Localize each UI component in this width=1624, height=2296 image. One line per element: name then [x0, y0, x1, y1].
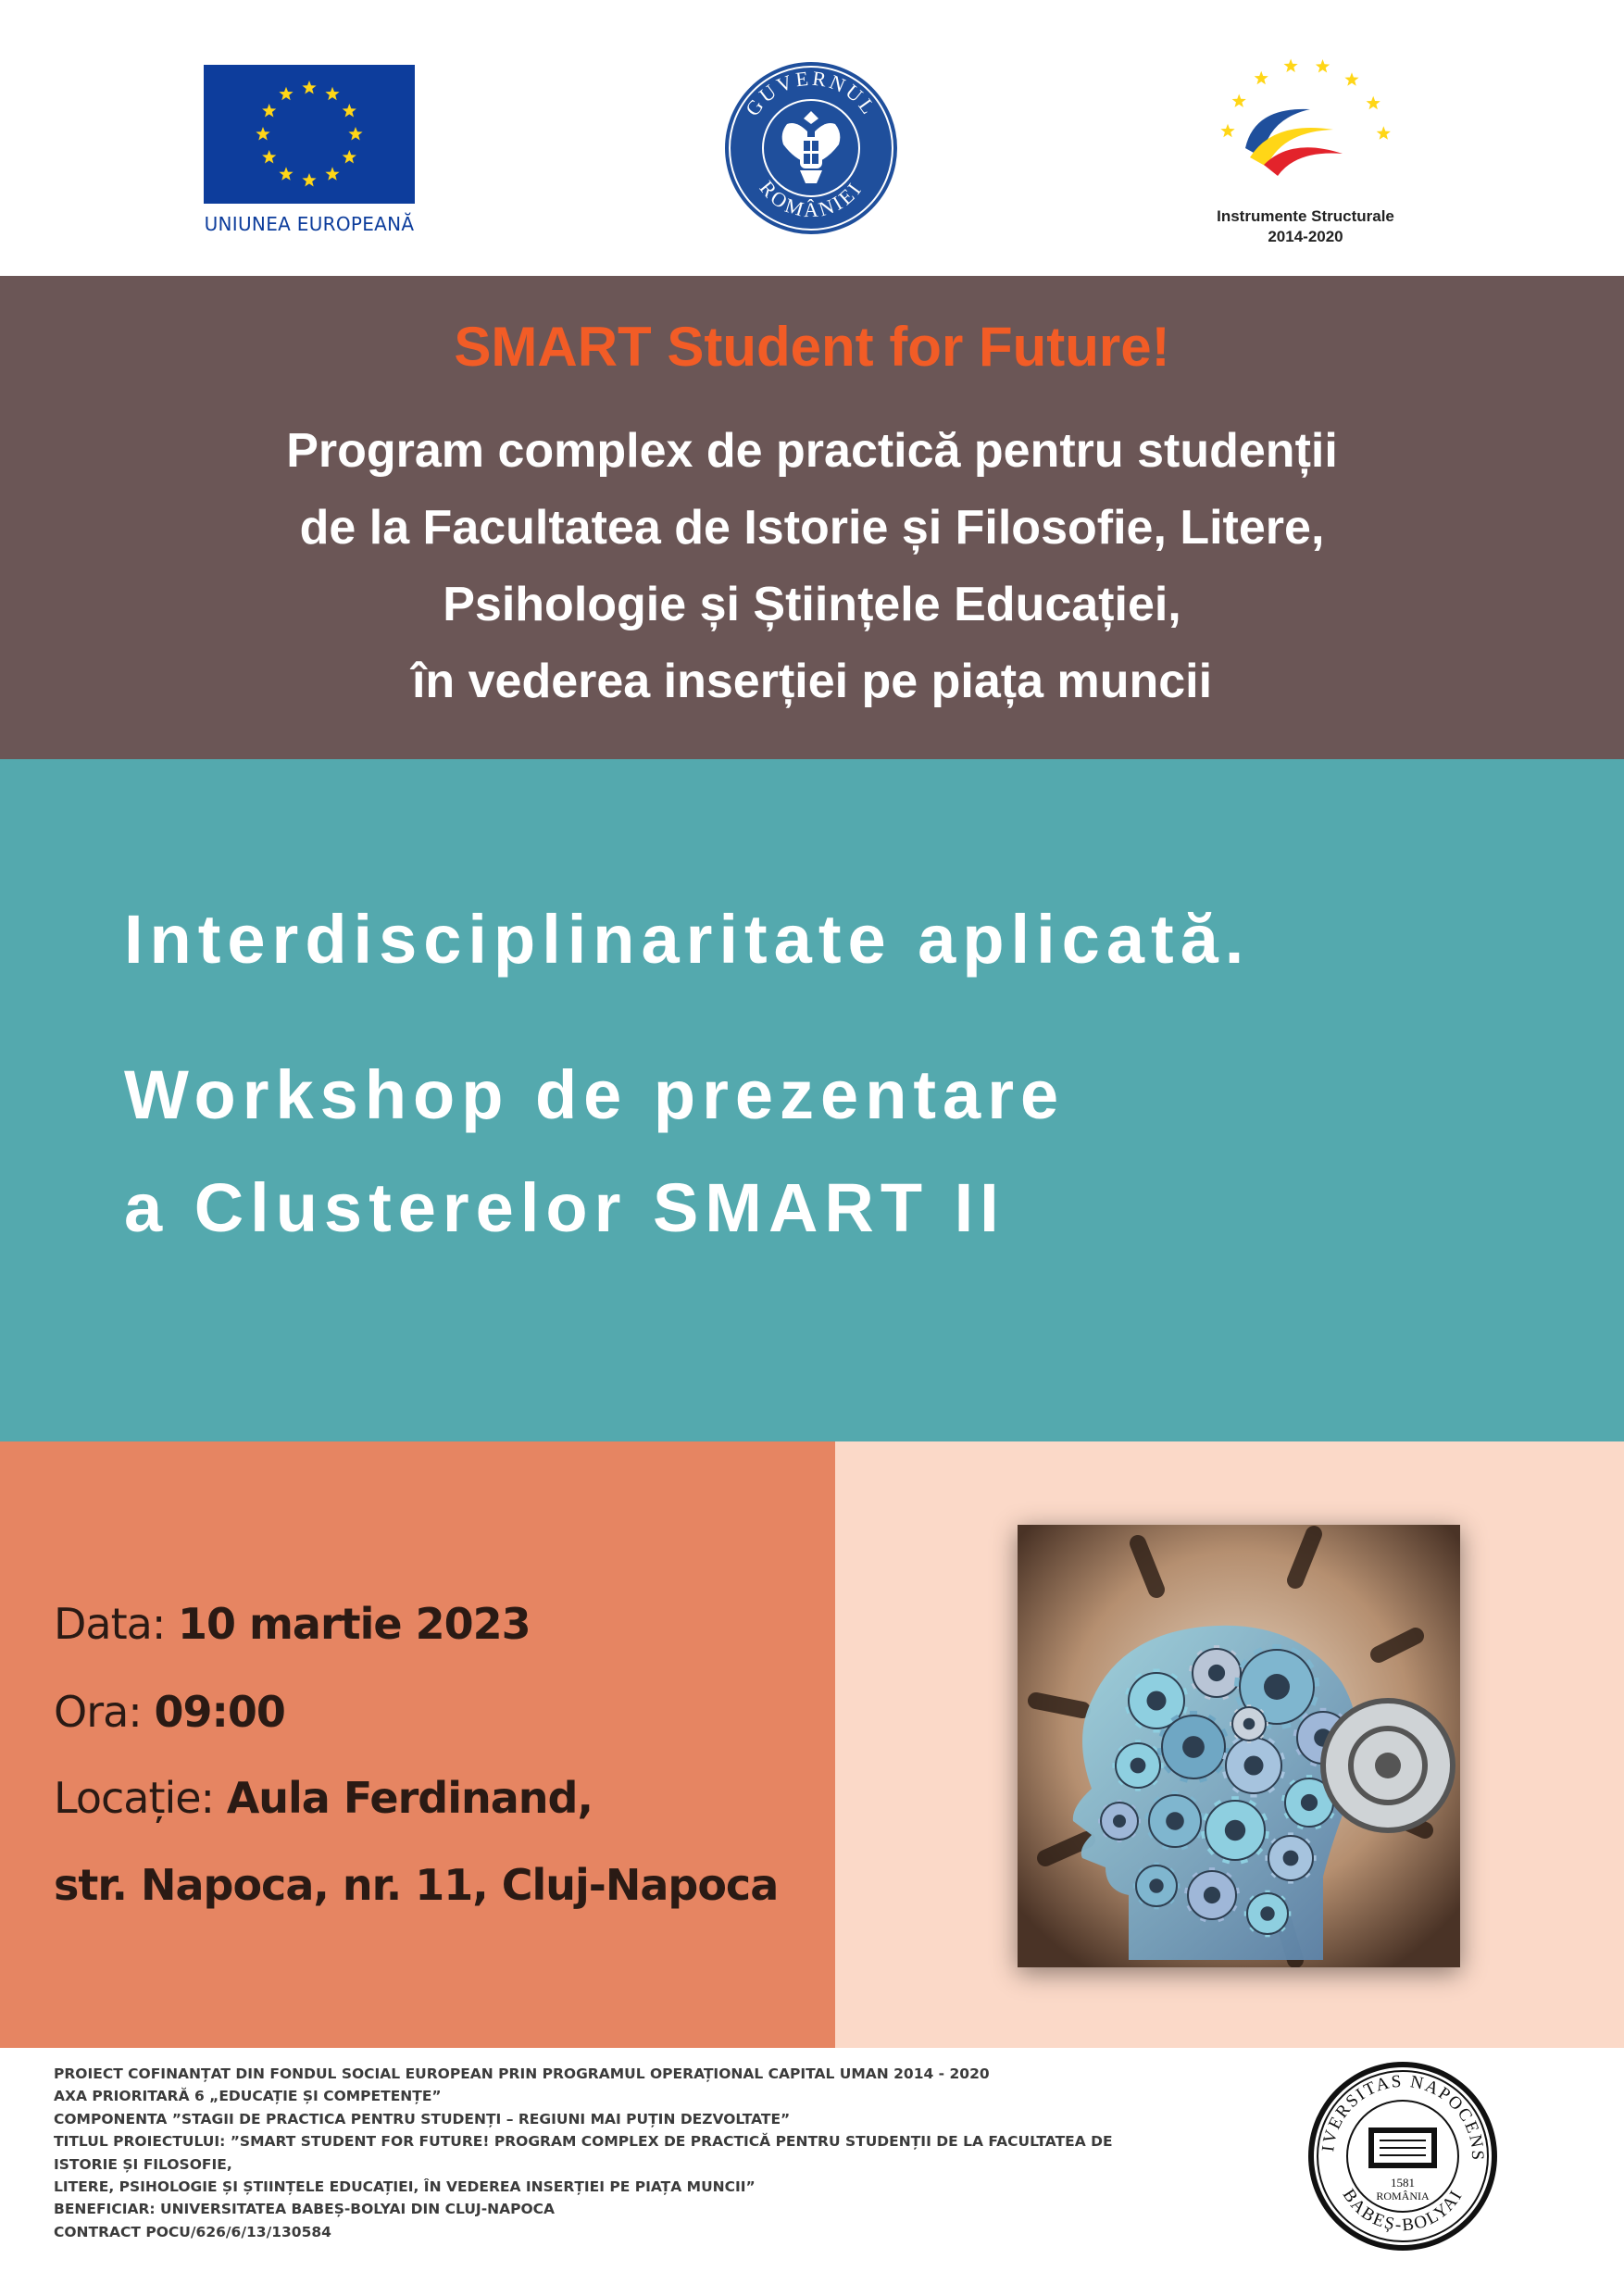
seal-country: ROMÂNIA	[1376, 2190, 1430, 2202]
program-line: Psihologie și Științele Educației,	[443, 578, 1181, 631]
footer-line: BENEFICIAR: UNIVERSITATEA BABEȘ-BOLYAI DIN CLUJ-NAPOCA	[54, 2201, 556, 2218]
image-panel	[835, 1441, 1624, 2048]
university-seal-icon	[1305, 2059, 1500, 2253]
eu-logo	[204, 65, 415, 241]
gov-seal-top-text: GUVERNUL	[740, 66, 882, 120]
is-star-icon	[1316, 59, 1330, 73]
gear-icon	[1244, 1890, 1292, 1938]
project-title: SMART Student for Future!	[454, 316, 1170, 378]
is-star-icon	[1377, 126, 1391, 140]
program-line: de la Facultatea de Istorie și Filosofie, Litere,	[299, 501, 1325, 555]
program-line: în vederea inserției pe piața muncii	[411, 655, 1213, 708]
event-location	[54, 1773, 593, 1823]
gear-icon	[1112, 1740, 1163, 1791]
gear-icon	[1265, 1832, 1316, 1883]
location-label: Locație:	[54, 1773, 215, 1823]
is-star-icon	[1344, 72, 1358, 86]
gear-icon	[1098, 1800, 1141, 1842]
event-address	[54, 1860, 778, 1910]
structural-instruments-caption	[1194, 206, 1417, 247]
structural-instruments-icon	[1194, 56, 1417, 204]
date-label: Data:	[54, 1599, 166, 1649]
time-value: 09:00	[154, 1687, 285, 1737]
footer-line: PROIECT COFINANȚAT DIN FONDUL SOCIAL EUROPEAN PRIN PROGRAMUL OPERAȚIONAL CAPITAL UMAN 2014 - 2020	[54, 2065, 990, 2082]
footer-line: AXA PRIORITARĂ 6 „EDUCAȚIE ȘI COMPETENȚE”	[54, 2088, 442, 2105]
ubb-university-seal	[1305, 2059, 1500, 2253]
event-time	[54, 1687, 285, 1737]
is-star-icon	[1220, 124, 1234, 138]
headline-band	[0, 759, 1624, 1441]
address-value: str. Napoca, nr. 11, Cluj-Napoca	[54, 1860, 779, 1910]
eu-flag-icon	[204, 65, 415, 204]
footer-line: COMPONENTA ”STAGII DE PRACTICA PENTRU STUDENȚI – REGIUNI MAI PUȚIN DEZVOLTATE”	[54, 2110, 791, 2128]
is-star-icon	[1367, 96, 1380, 110]
title-band	[0, 276, 1624, 759]
location-value: Aula Ferdinand,	[226, 1773, 593, 1823]
program-description	[0, 413, 1624, 720]
program-line: Program complex de practică pentru studenții	[286, 424, 1338, 478]
footer-line: CONTRACT POCU/626/6/13/130584	[54, 2223, 331, 2240]
is-star-icon	[1255, 71, 1268, 85]
gov-seal-bottom-text: ROMÂNIEI	[755, 176, 868, 222]
structural-instruments-logo	[1194, 56, 1417, 250]
seal-top-text: IVERSITAS NAPOCENS	[1318, 2071, 1488, 2163]
logo-header	[0, 0, 1624, 276]
date-value: 10 martie 2023	[177, 1599, 531, 1649]
is-caption-line2: 2014-2020	[1268, 228, 1343, 245]
is-caption-line1: Instrumente Structurale	[1217, 207, 1394, 225]
eu-caption: UNIUNEA EUROPEANĂ	[204, 213, 415, 235]
event-date	[54, 1599, 531, 1649]
event-details	[0, 1441, 835, 2048]
headline-line-3: a Clusterelor SMART II	[124, 1169, 1006, 1246]
funding-notice	[54, 2063, 1211, 2243]
seal-year: 1581	[1391, 2176, 1415, 2190]
footer-line: ISTORIE ȘI FILOSOFIE,	[54, 2155, 232, 2173]
footer-line: TITLUL PROIECTULUI: ”SMART STUDENT FOR FUTURE! PROGRAM COMPLEX DE PRACTICĂ PENTRU STUDENȚII DE LA FACULTATEA DE	[54, 2133, 1113, 2151]
is-star-icon	[1232, 94, 1246, 107]
footer-line: LITERE, PSIHOLOGIE ȘI ȘTIINȚELE EDUCAȚIEI, ÎN VEDEREA INSERȚIEI PE PIAȚA MUNCII”	[54, 2178, 756, 2196]
gear-icon	[1230, 1704, 1268, 1742]
headline-line-2: Workshop de prezentare	[124, 1056, 1066, 1133]
romanian-government-seal	[722, 59, 900, 237]
time-label: Ora:	[54, 1687, 142, 1737]
government-seal-icon	[722, 59, 900, 237]
is-star-icon	[1284, 59, 1298, 73]
gear-icon	[1133, 1863, 1181, 1910]
gear-head-illustration	[1018, 1525, 1460, 1967]
footer	[0, 2048, 1624, 2296]
headline-line-1: Interdisciplinaritate aplicată.	[124, 901, 1251, 978]
seal-bottom-text: BABEȘ-BOLYAI	[1338, 2185, 1468, 2236]
